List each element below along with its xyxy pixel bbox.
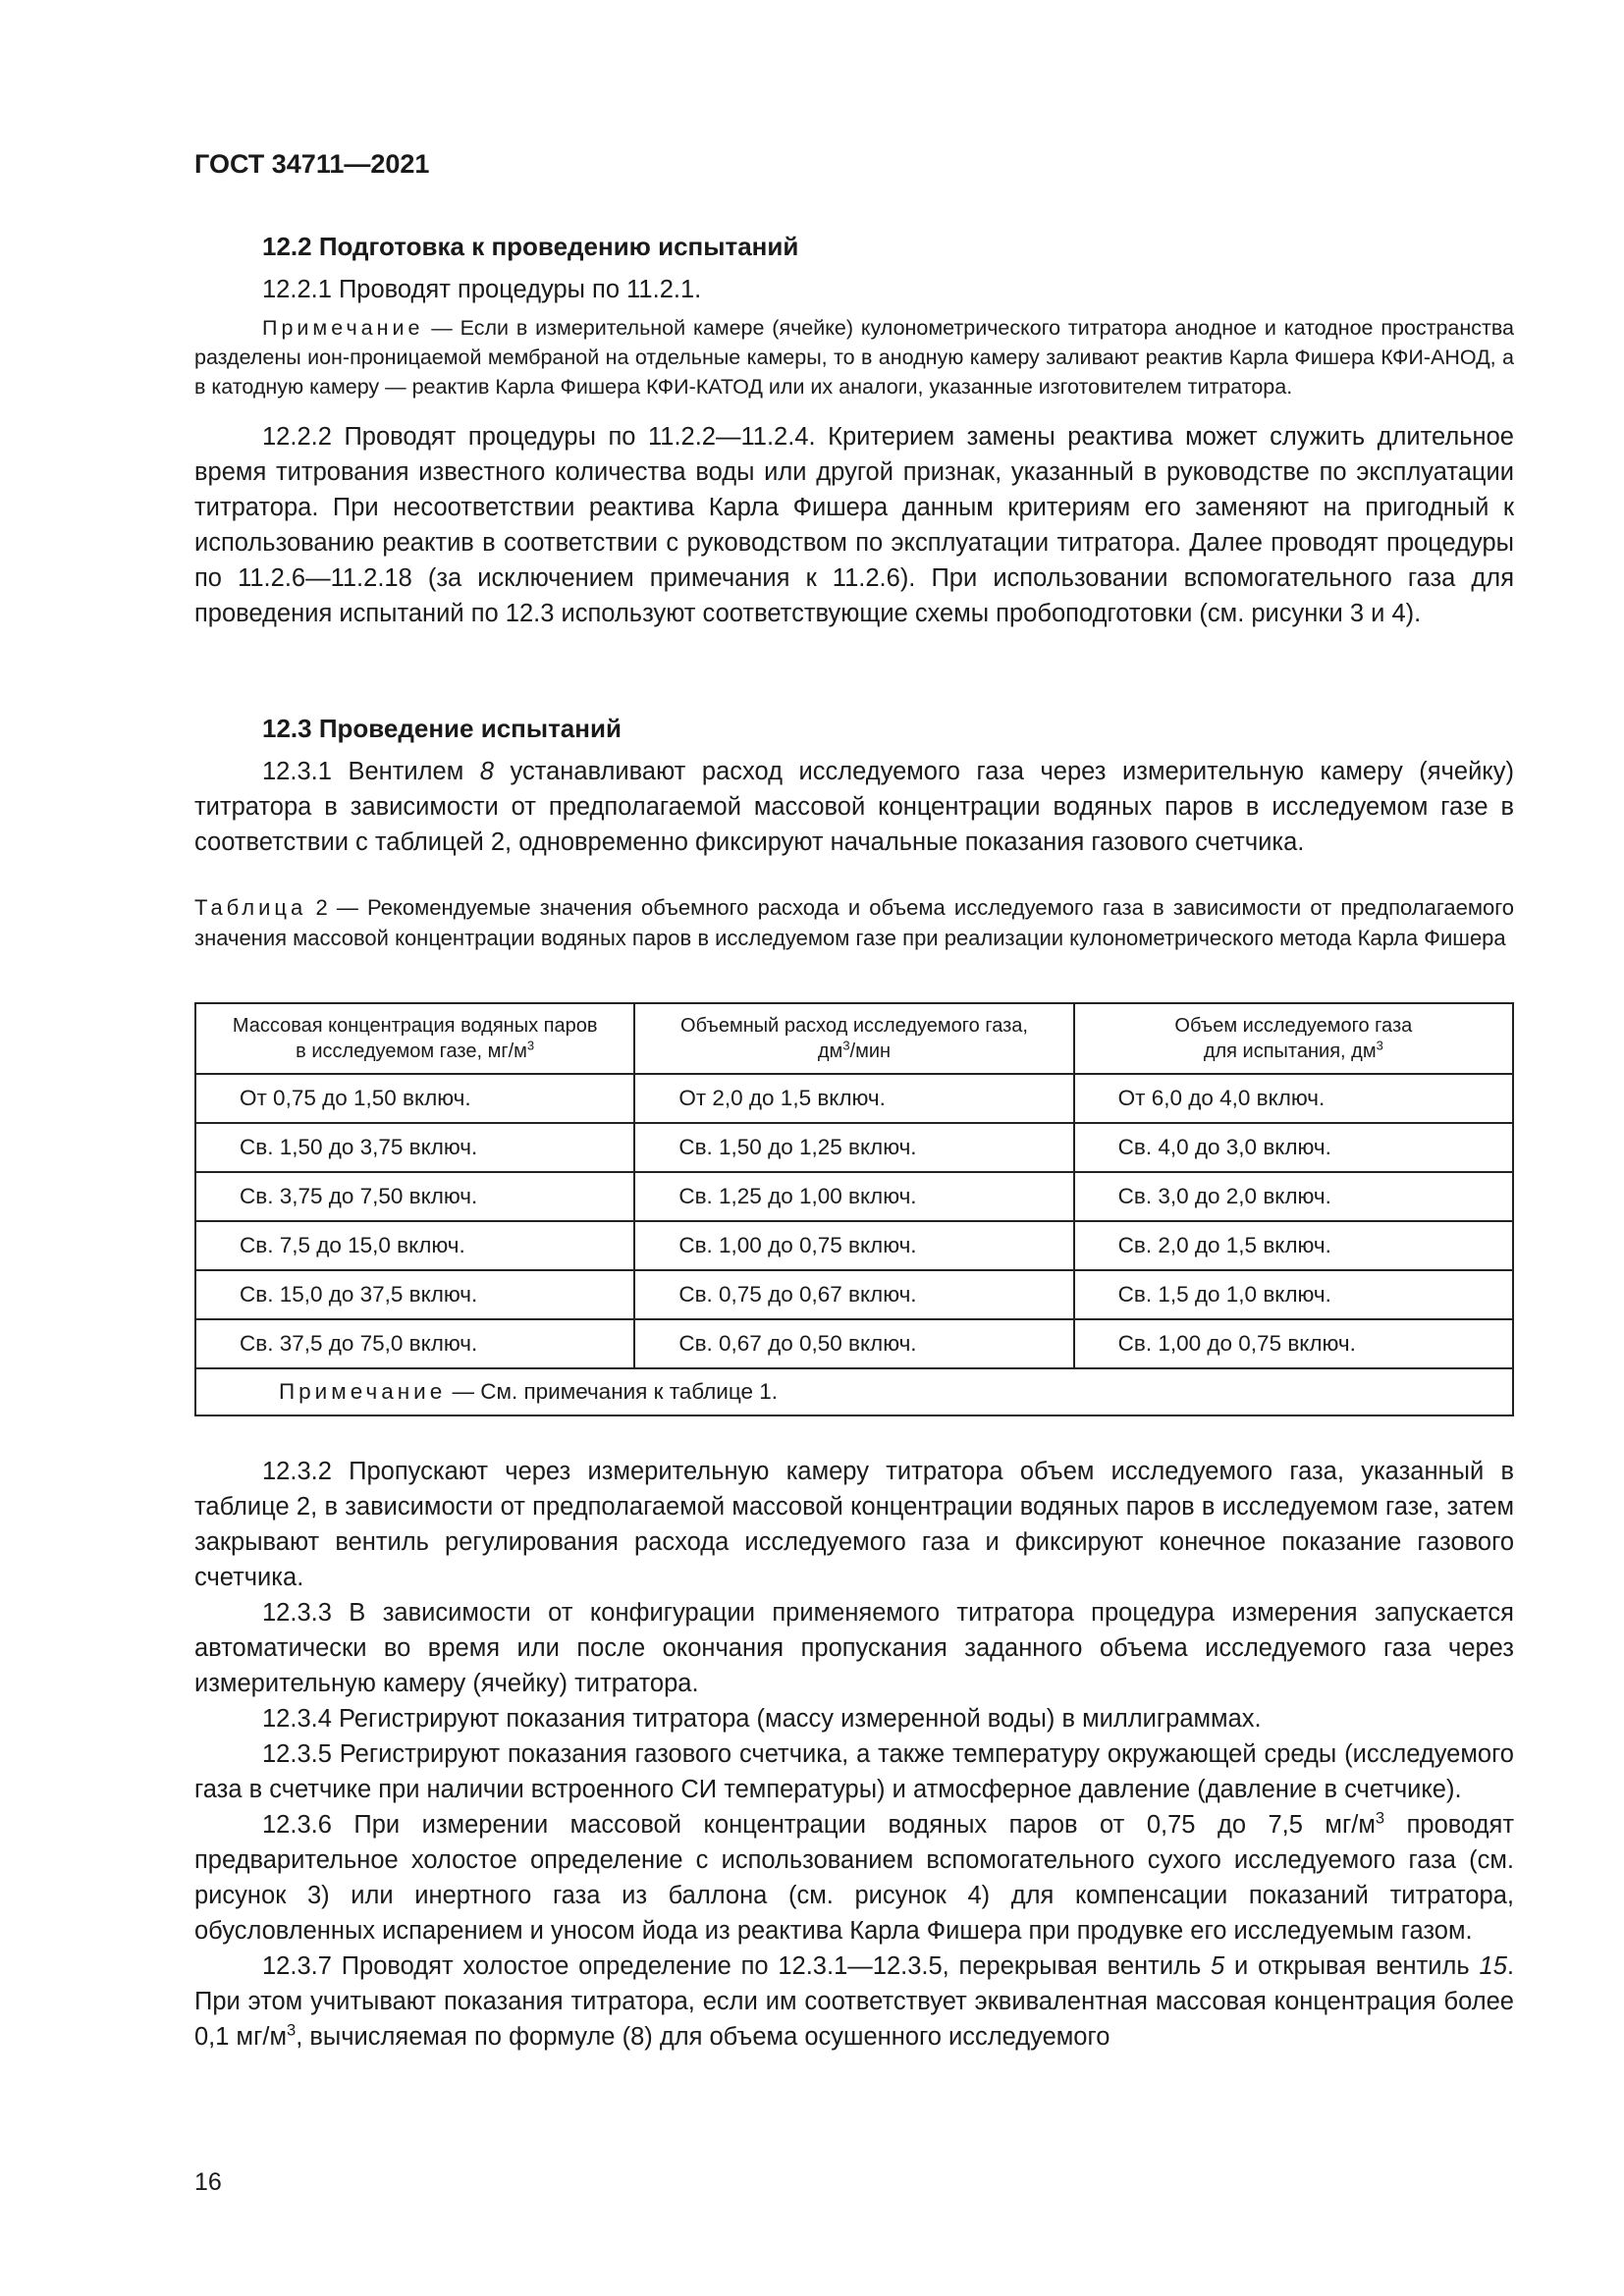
caption-text	[194, 892, 1514, 953]
valve-number: 15	[1479, 1952, 1507, 1980]
paragraph-12-2-2: 12.2.2 Проводят процедуры по 11.2.2—11.2.4. Критерием замены реактива может служить длительное время титрования известного количества воды или другой признак, указанный в руководстве по эксплуатации титратора. При несоответствии реактива Карла Фишера данным критериям его заменяют на пригодный к использованию реактив в соответствии с руководством по эксплуатации титратора. Далее проводят процедуры по 11.2.6—11.2.18 (за исключением примечания к 11.2.6). При использовании вспомогательного газа для проведения испытаний по 12.3 используют соответствующие схемы пробоподготовки (см. рисунки 3 и 4).	[194, 423, 1514, 627]
table-cell: Св. 3,75 до 7,50 включ.	[195, 1172, 634, 1221]
paragraph-12-3-5: 12.3.5 Регистрируют показания газового счетчика, а также температуру окружающей среды (исследуемого газа в счетчике при наличии встроенного СИ температуры) и атмосферное давление (давление в счетчике).	[194, 1740, 1514, 1803]
table-row	[195, 1221, 1513, 1270]
table-row	[195, 1123, 1513, 1172]
superscript: 3	[286, 2020, 297, 2040]
note-text: — См. примечания к таблице 1.	[446, 1379, 779, 1404]
document-header: ГОСТ 34711—2021	[194, 149, 430, 179]
column-header-volume	[1074, 1003, 1513, 1074]
paragraph-12-3-3: 12.3.3 В зависимости от конфигурации применяемого титратора процедура измерения запускается автоматически во время или после окончания пропускания заданного объема исследуемого газа через измерительную камеру (ячейку) титратора.	[194, 1599, 1514, 1697]
table-cell: Св. 37,5 до 75,0 включ.	[195, 1319, 634, 1368]
header-line: Объем исследуемого газа	[1174, 1015, 1413, 1037]
table-row	[195, 1074, 1513, 1123]
table-cell: Св. 3,0 до 2,0 включ.	[1074, 1172, 1513, 1221]
header-line: дм	[817, 1041, 843, 1062]
table-2	[194, 1002, 1514, 1416]
table-caption	[194, 892, 1514, 953]
superscript: 3	[1375, 1808, 1385, 1828]
superscript: 3	[842, 1038, 850, 1053]
paragraph-12-3-1	[194, 754, 1514, 860]
section-12-3-body	[194, 1454, 1514, 2055]
text-run: устанавливают расход исследуемого газа через измерительную камеру (ячейку) титратора в зависимости от предполагаемой массовой концентрации водяных паров в исследуемом газе в соответствии с таблицей 2, одновременно фиксируют начальные показания газового счетчика.	[194, 758, 1514, 856]
table-cell: Св. 1,50 до 1,25 включ.	[634, 1123, 1073, 1172]
paragraph-12-2-1: 12.2.1 Проводят процедуры по 11.2.1.	[262, 276, 702, 303]
header-line: Массовая концентрация водяных паров	[232, 1015, 598, 1037]
header-line: Объемный расход исследуемого газа,	[680, 1015, 1028, 1037]
table-cell: Св. 2,0 до 1,5 включ.	[1074, 1221, 1513, 1270]
section-12-3	[194, 709, 1514, 860]
column-header-concentration	[195, 1003, 634, 1074]
paragraph-12-3-6	[194, 1807, 1514, 1949]
table-row	[195, 1172, 1513, 1221]
table-cell: Св. 4,0 до 3,0 включ.	[1074, 1123, 1513, 1172]
note-label: Примечание	[262, 316, 424, 340]
table-cell: Св. 1,5 до 1,0 включ.	[1074, 1270, 1513, 1319]
paragraph-12-3-4: 12.3.4 Регистрируют показания титратора (массу измеренной воды) в миллиграммах.	[262, 1705, 1262, 1733]
table-cell: От 0,75 до 1,50 включ.	[195, 1074, 634, 1123]
table-cell: Св. 15,0 до 37,5 включ.	[195, 1270, 634, 1319]
caption-label: Таблица	[194, 895, 307, 920]
note-12-2-1	[194, 313, 1514, 401]
table-row	[195, 1270, 1513, 1319]
table-cell: От 6,0 до 4,0 включ.	[1074, 1074, 1513, 1123]
section-heading: 12.2 Подготовка к проведению испытаний	[262, 232, 799, 261]
section-12-2	[194, 227, 1514, 631]
text-run: 12.3.1 Вентилем	[262, 758, 480, 785]
table-cell: От 2,0 до 1,5 включ.	[634, 1074, 1073, 1123]
text-run: 12.3.7 Проводят холостое определение по 12.3.1—12.3.5, перекрывая вентиль	[262, 1952, 1212, 1980]
valve-number: 5	[1211, 1952, 1225, 1980]
table-cell: Св. 1,25 до 1,00 включ.	[634, 1172, 1073, 1221]
superscript: 3	[1376, 1038, 1383, 1053]
section-heading: 12.3 Проведение испытаний	[262, 714, 622, 743]
table-cell: Св. 7,5 до 15,0 включ.	[195, 1221, 634, 1270]
paragraph-12-3-7	[194, 1949, 1514, 2055]
table-note	[195, 1368, 1513, 1415]
paragraph-12-3-2: 12.3.2 Пропускают через измерительную камеру титратора объем исследуемого газа, указанный в таблице 2, в зависимости от предполагаемой массовой концентрации водяных паров в исследуемом газе, затем закрывают вентиль регулирования расхода исследуемого газа и фиксируют конечное показание газового счетчика.	[194, 1458, 1514, 1591]
text-run: . При этом учитывают показания титратора, если им соответствует эквивалентная массовая концентрация более 0,1 мг/м	[194, 1952, 1514, 2051]
header-line: /мин	[849, 1041, 892, 1062]
table-cell: Св. 0,75 до 0,67 включ.	[634, 1270, 1073, 1319]
text-run: , вычисляемая по формуле (8) для объема осушенного исследуемого	[296, 2023, 1110, 2051]
superscript: 3	[526, 1038, 535, 1053]
table-row	[195, 1319, 1513, 1368]
note-text: — Если в измерительной камере (ячейке) кулонометрического титратора анодное и катодное пространства разделены ион-проницаемой мембраной на отдельные камеры, то в анодную камеру заливают реактив Карла Фишера КФИ-АНОД, а в катодную камеру — реактив Карла Фишера КФИ-КАТОД или их аналоги, указанные изготовителем титратора.	[194, 316, 1514, 399]
note-label: Примечание	[279, 1379, 447, 1404]
text-run: проводят предварительное холостое определение с использованием вспомогательного сухого исследуемого газа (см. рисунок 3) или инертного газа из баллона (см. рисунок 4) для компенсации показаний титратора, обусловленных испарением и уносом йода из реактива Карла Фишера при продувке его исследуемым газом.	[194, 1811, 1514, 1945]
header-line: для испытания, дм	[1203, 1041, 1377, 1062]
page-number: 16	[194, 2168, 222, 2196]
table-cell: Св. 0,67 до 0,50 включ.	[634, 1319, 1073, 1368]
text-run: 12.3.6 При измерении массовой концентрации водяных паров от 0,75 до 7,5 мг/м	[262, 1811, 1376, 1839]
column-header-flow	[634, 1003, 1073, 1074]
valve-number: 8	[479, 758, 494, 785]
text-run: и открывая вентиль	[1224, 1952, 1480, 1980]
table-cell: Св. 1,00 до 0,75 включ.	[634, 1221, 1073, 1270]
table-cell: Св. 1,00 до 0,75 включ.	[1074, 1319, 1513, 1368]
header-line: в исследуемом газе, мг/м	[296, 1041, 527, 1062]
table-header-row	[195, 1003, 1513, 1074]
table-note-row	[195, 1368, 1513, 1415]
caption-body: 2 — Рекомендуемые значения объемного расхода и объема исследуемого газа в зависимости от предполагаемого значения массовой концентрации водяных паров в исследуемом газе при реализации кулонометрического метода Карла Фишера	[194, 895, 1514, 950]
table-cell: Св. 1,50 до 3,75 включ.	[195, 1123, 634, 1172]
